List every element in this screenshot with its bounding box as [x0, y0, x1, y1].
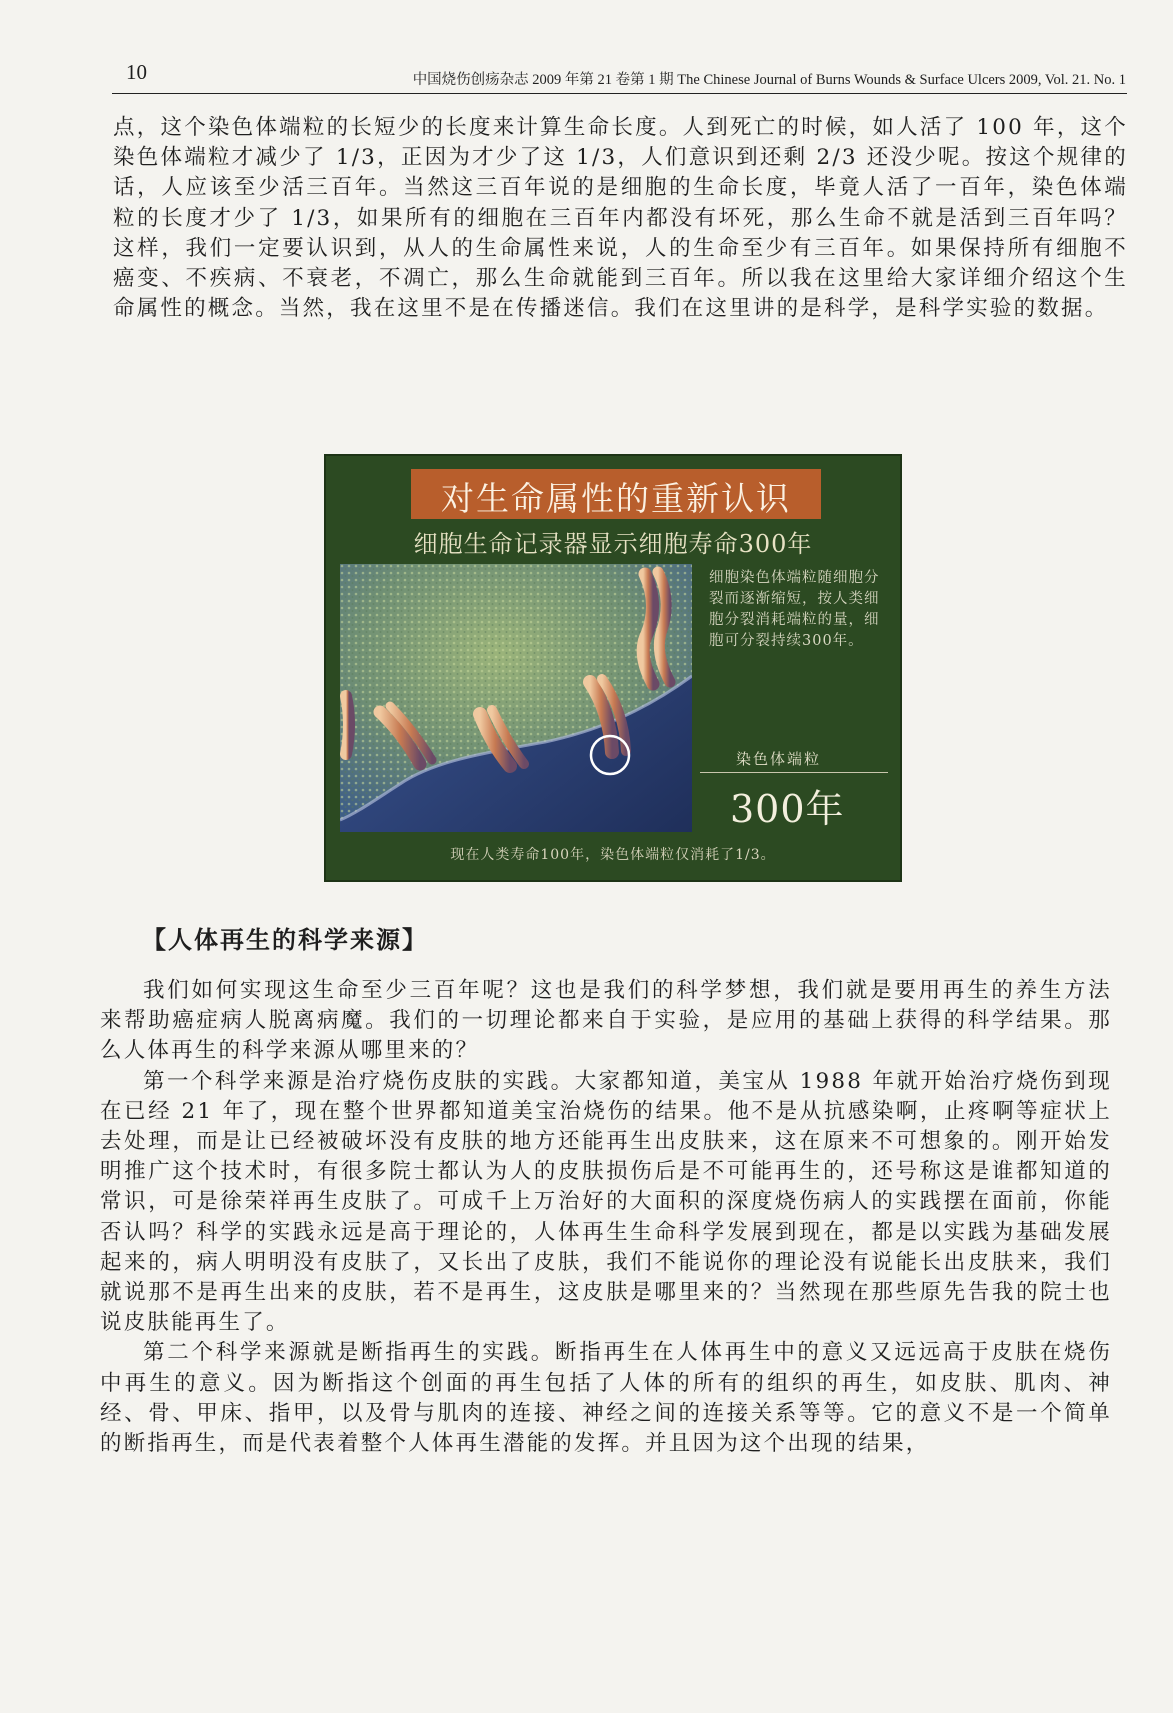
- header-rule: [112, 93, 1127, 94]
- paragraph: 第二个科学来源就是断指再生的实践。断指再生在人体再生中的意义又远远高于皮肤在烧伤中再生的意义。因为断指这个创面的再生包括了人体的所有的组织的再生，如皮肤、肌肉、神经、骨、甲床、指甲，以及骨与肌肉的连接、神经之间的连接关系等等。它的意义不是一个简单的断指再生，而是代表着整个人体再生潜能的发挥。并且因为这个出现的结果，: [100, 1340, 1112, 1457]
- top-paragraph-block: [113, 113, 1128, 324]
- figure-side-text: 细胞染色体端粒随细胞分裂而逐渐缩短，按人类细胞分裂消耗端粒的量，细胞可分裂持续300年。: [709, 570, 880, 649]
- section-body: [100, 976, 1112, 1459]
- figure-telomere: [326, 456, 900, 880]
- paragraph: 点，这个染色体端粒的长短少的长度来计算生命长度。人到死亡的时候，如人活了 100 年，这个染色体端粒才减少了 1/3，正因为才少了这 1/3，人们意识到还剩 2/3 还没少呢。按这个规律的话，人应该至少活三百年。当然这三百年说的是细胞的生命长度，毕竟人活了一百年，染色体端粒的长度才少了 1/3，如果所有的细胞在三百年内都没有坏死，那么生命不就是活到三百年吗？这样，我们一定要认识到，从人的生命属性来说，人的生命至少有三百年。如果保持所有细胞不癌变、不疾病、不衰老，不凋亡，那么生命就能到三百年。所以我在这里给大家详细介绍这个生命属性的概念。当然，我在这里不是在传播迷信。我们在这里讲的是科学，是科学实验的数据。: [113, 115, 1128, 322]
- chromosome-micrograph: [340, 564, 692, 832]
- section-heading: 【人体再生的科学来源】: [142, 925, 428, 954]
- figure-subtitle: 细胞生命记录器显示细胞寿命300年: [413, 530, 813, 558]
- figure-rule: [700, 772, 888, 773]
- figure-big-value: 300年: [730, 787, 845, 831]
- paragraph: 第一个科学来源是治疗烧伤皮肤的实践。大家都知道，美宝从 1988 年就开始治疗烧伤到现在已经 21 年了，现在整个世界都知道美宝治烧伤的结果。他不是从抗感染啊，止疼啊等症状上去处理，而是让已经被破坏没有皮肤的地方还能再生出皮肤来，这在原来不可想象的。刚开始发明推广这个技术时，有很多院士都认为人的皮肤损伤后是不可能再生的，还号称这是谁都知道的常识，可是徐荣祥再生皮肤了。可成千上万治好的大面积的深度烧伤病人的实践摆在面前，你能否认吗？科学的实践永远是高于理论的，人体再生生命科学发展到现在，都是以实践为基础发展起来的，病人明明没有皮肤了，又长出了皮肤，我们不能说你的理论没有说能长出皮肤来，我们就说那不是再生出来的皮肤，若不是再生，这皮肤是哪里来的？当然现在那些原先告我的院士也说皮肤能再生了。: [100, 1068, 1112, 1336]
- figure-title: 对生命属性的重新认识: [441, 479, 791, 518]
- figure-caption: 现在人类寿命100年，染色体端粒仅消耗了1/3。: [450, 847, 776, 863]
- page-number: 10: [126, 60, 147, 84]
- paragraph: 我们如何实现这生命至少三百年呢？这也是我们的科学梦想，我们就是要用再生的养生方法来帮助癌症病人脱离病魔。我们的一切理论都来自于实验，是应用的基础上获得的科学结果。那么人体再生的科学来源从哪里来的？: [100, 978, 1112, 1064]
- running-header: 中国烧伤创疡杂志 2009 年第 21 卷第 1 期 The Chinese Journal of Burns Wounds & Surface Ulcers 2009, Vol. 21. No. 1: [412, 72, 1126, 88]
- figure-telomere-label: 染色体端粒: [736, 750, 822, 768]
- chromosome: [346, 696, 349, 754]
